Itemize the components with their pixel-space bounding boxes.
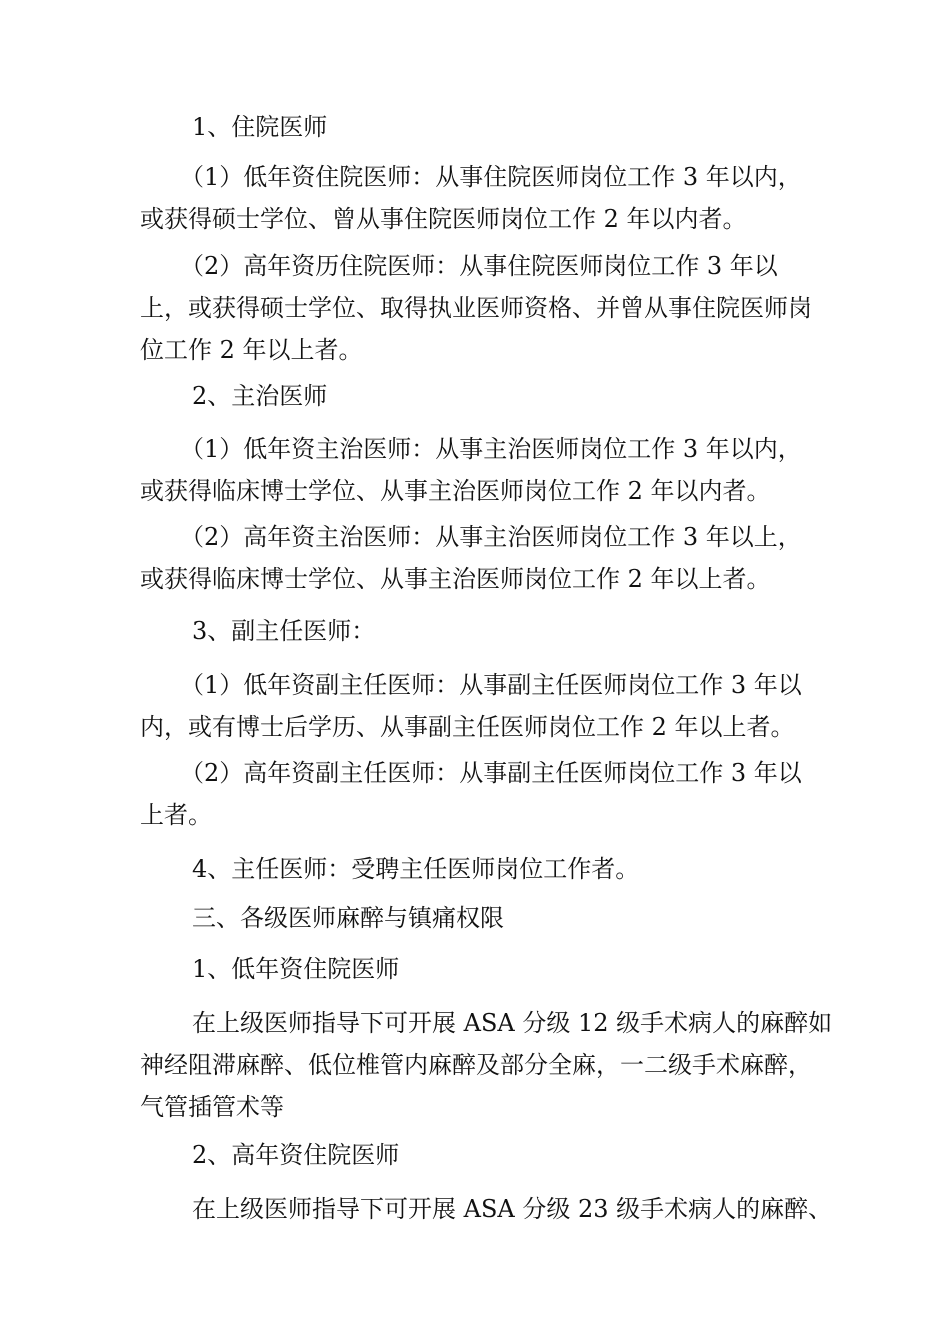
paragraph-senior-resident xyxy=(140,245,830,371)
text-line: 4、主任医师：受聘主任医师岗位工作者。 xyxy=(192,855,640,883)
text-line: 上者。 xyxy=(140,801,212,829)
text-line: （1）低年资主治医师：从事主治医师岗位工作 3 年以内， xyxy=(180,435,802,463)
text-line: 或获得临床博士学位、从事主治医师岗位工作 2 年以内者。 xyxy=(140,477,771,505)
paragraph-senior-attending xyxy=(140,516,830,600)
paragraph-senior-resident-authority xyxy=(140,1188,833,1230)
heading-resident-physician xyxy=(140,106,830,148)
text-line: 2、高年资住院医师 xyxy=(192,1141,400,1169)
text-line: （1）低年资副主任医师：从事副主任医师岗位工作 3 年以 xyxy=(180,671,802,699)
paragraph-senior-associate-chief xyxy=(140,752,830,836)
text-line: 气管插管术等 xyxy=(140,1093,284,1121)
text-line: 或获得硕士学位、曾从事住院医师岗位工作 2 年以内者。 xyxy=(140,205,747,233)
section-heading-anesthesia-authority xyxy=(140,897,830,939)
text-line: 1、住院医师 xyxy=(192,113,328,141)
paragraph-junior-resident xyxy=(140,156,830,240)
text-line: 2、主治医师 xyxy=(192,382,328,410)
text-line: 1、低年资住院医师 xyxy=(192,955,400,983)
text-line: 位工作 2 年以上者。 xyxy=(140,336,363,364)
text-line: 上，或获得硕士学位、取得执业医师资格、并曾从事住院医师岗 xyxy=(140,294,812,322)
text-line: 在上级医师指导下可开展 ASA 分级 12 级手术病人的麻醉如 xyxy=(192,1009,833,1037)
text-line: 内，或有博士后学历、从事副主任医师岗位工作 2 年以上者。 xyxy=(140,713,795,741)
heading-chief-physician xyxy=(140,848,830,890)
paragraph-junior-associate-chief xyxy=(140,664,830,748)
text-line: 或获得临床博士学位、从事主治医师岗位工作 2 年以上者。 xyxy=(140,565,771,593)
paragraph-junior-resident-authority xyxy=(140,1002,833,1128)
paragraph-junior-attending xyxy=(140,428,830,512)
text-line: 三、各级医师麻醉与镇痛权限 xyxy=(192,904,504,932)
heading-associate-chief xyxy=(140,610,830,652)
heading-senior-resident-authority xyxy=(140,1134,830,1176)
text-line: （2）高年资副主任医师：从事副主任医师岗位工作 3 年以 xyxy=(180,759,802,787)
heading-attending-physician xyxy=(140,375,830,417)
text-line: （2）高年资主治医师：从事主治医师岗位工作 3 年以上， xyxy=(180,523,802,551)
text-line: （1）低年资住院医师：从事住院医师岗位工作 3 年以内， xyxy=(180,163,802,191)
text-line: （2）高年资历住院医师：从事住院医师岗位工作 3 年以 xyxy=(180,252,778,280)
heading-junior-resident-authority xyxy=(140,948,830,990)
text-line: 3、副主任医师： xyxy=(192,617,376,645)
text-line: 神经阻滞麻醉、低位椎管内麻醉及部分全麻，一二级手术麻醉， xyxy=(140,1051,812,1079)
text-line: 在上级医师指导下可开展 ASA 分级 23 级手术病人的麻醉、 xyxy=(192,1195,833,1223)
